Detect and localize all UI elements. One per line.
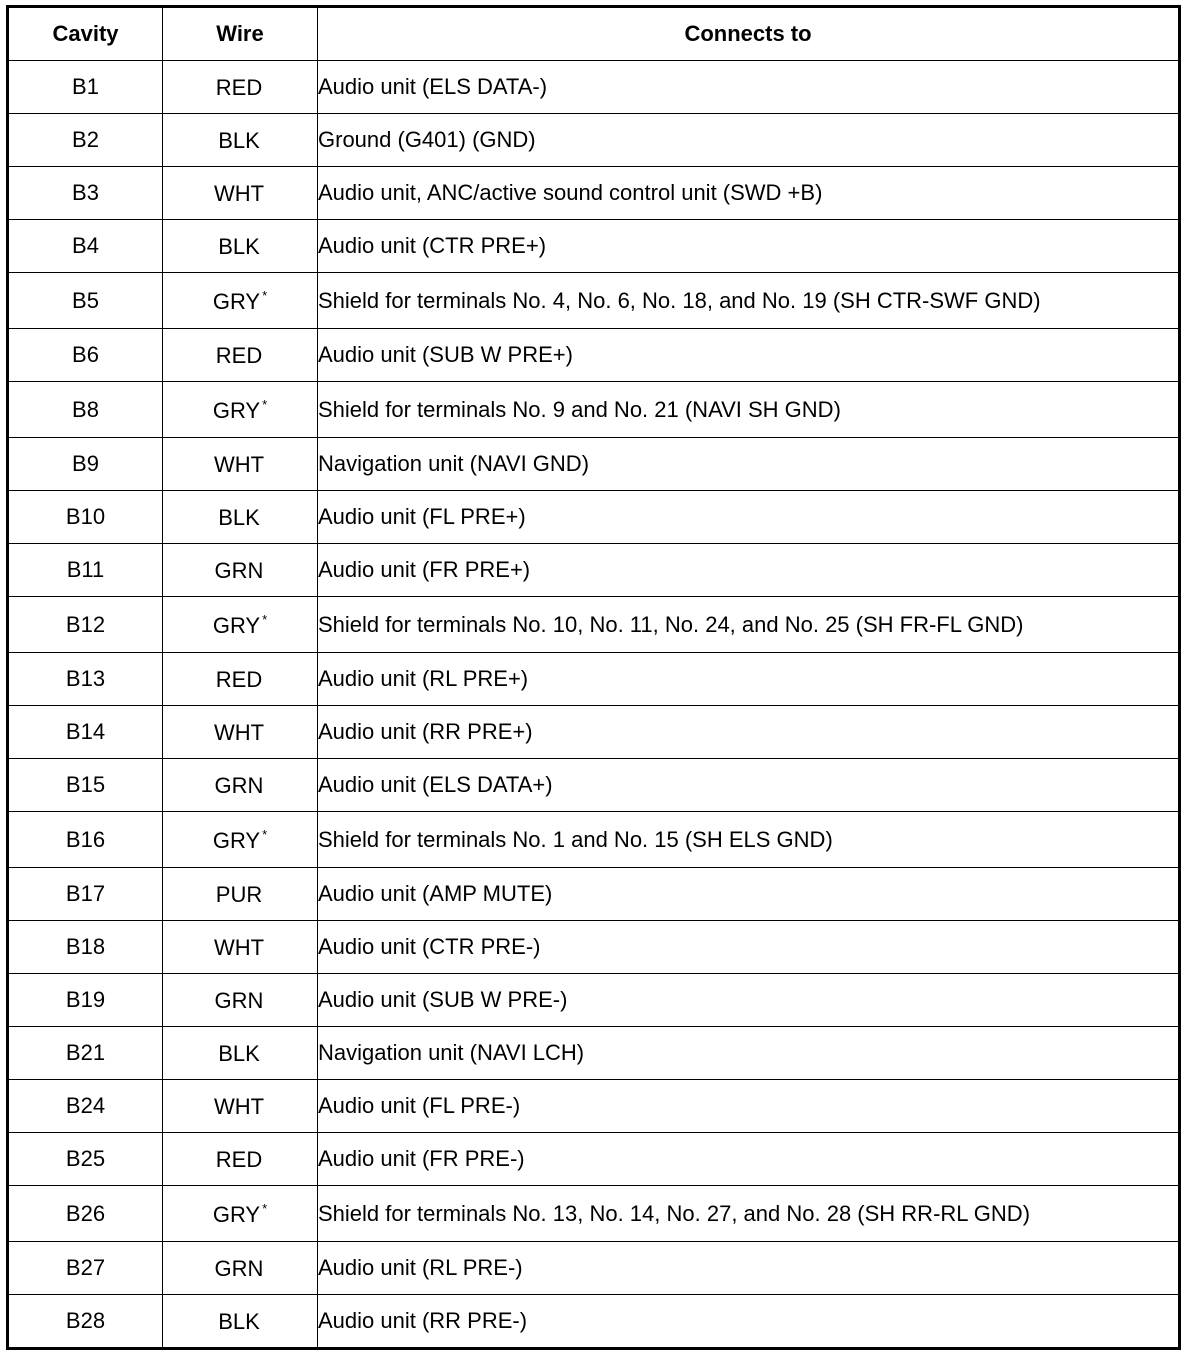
wire-color-code: RED	[215, 343, 263, 368]
cavity-cell: B26	[8, 1186, 163, 1242]
footnote-marker: *	[262, 396, 268, 412]
connects-to-cell: Audio unit (RR PRE-)	[318, 1295, 1180, 1349]
wire-cell	[163, 220, 318, 273]
wire-color-code: WHT	[213, 1094, 265, 1119]
wire-cell	[163, 921, 318, 974]
wire-color-code: GRY	[212, 288, 261, 314]
table-row	[8, 382, 1180, 438]
connects-to-cell: Audio unit (ELS DATA-)	[318, 61, 1180, 114]
connects-to-cell: Navigation unit (NAVI GND)	[318, 438, 1180, 491]
wire-color-code: BLK	[218, 128, 260, 153]
wire-color-code: GRN	[214, 558, 264, 583]
connects-to-cell: Audio unit (FR PRE+)	[318, 544, 1180, 597]
wire-color-code: WHT	[213, 720, 265, 745]
wire-cell	[163, 167, 318, 220]
wire-color-code: PUR	[215, 882, 263, 907]
wire-color-code: GRY	[212, 612, 261, 638]
wire-cell	[163, 597, 318, 653]
connects-to-cell: Audio unit (RL PRE+)	[318, 653, 1180, 706]
wire-color-code: WHT	[213, 181, 265, 206]
table-row	[8, 759, 1180, 812]
table-row	[8, 868, 1180, 921]
cavity-cell: B10	[8, 491, 163, 544]
connects-to-cell: Audio unit (CTR PRE-)	[318, 921, 1180, 974]
table-row	[8, 438, 1180, 491]
connects-to-cell: Audio unit (AMP MUTE)	[318, 868, 1180, 921]
table-row	[8, 1186, 1180, 1242]
table-row	[8, 329, 1180, 382]
table-row	[8, 812, 1180, 868]
wire-color-code: RED	[215, 75, 263, 100]
table-row	[8, 1295, 1180, 1349]
table-row	[8, 167, 1180, 220]
wire-cell	[163, 653, 318, 706]
wire-cell	[163, 382, 318, 438]
cavity-cell: B3	[8, 167, 163, 220]
cavity-cell: B4	[8, 220, 163, 273]
footnote-marker: *	[262, 1200, 268, 1216]
table-row	[8, 597, 1180, 653]
table-row	[8, 114, 1180, 167]
wire-cell	[163, 438, 318, 491]
wire-color-code: GRN	[214, 988, 264, 1013]
header-row	[8, 7, 1180, 61]
wire-color-code: RED	[215, 1147, 263, 1172]
connects-to-cell: Shield for terminals No. 4, No. 6, No. 18, and No. 19 (SH CTR-SWF GND)	[318, 273, 1180, 329]
cavity-cell: B13	[8, 653, 163, 706]
cavity-cell: B15	[8, 759, 163, 812]
table-row	[8, 273, 1180, 329]
wire-cell	[163, 1133, 318, 1186]
header-wire: Wire	[163, 7, 318, 61]
table-row	[8, 61, 1180, 114]
connector-pinout-table	[6, 5, 1181, 1350]
wire-color-code: GRY	[212, 397, 261, 423]
wire-color-code: BLK	[218, 1041, 260, 1066]
connects-to-cell: Shield for terminals No. 9 and No. 21 (NAVI SH GND)	[318, 382, 1180, 438]
wire-cell	[163, 273, 318, 329]
cavity-cell: B11	[8, 544, 163, 597]
footnote-marker: *	[262, 611, 268, 627]
connects-to-cell: Shield for terminals No. 10, No. 11, No. 24, and No. 25 (SH FR-FL GND)	[318, 597, 1180, 653]
cavity-cell: B21	[8, 1027, 163, 1080]
connects-to-cell: Audio unit (CTR PRE+)	[318, 220, 1180, 273]
wire-cell	[163, 1027, 318, 1080]
connects-to-cell: Audio unit (FL PRE+)	[318, 491, 1180, 544]
footnote-marker: *	[262, 287, 268, 303]
table-row	[8, 653, 1180, 706]
wire-cell	[163, 1295, 318, 1349]
wire-cell	[163, 491, 318, 544]
table-row	[8, 921, 1180, 974]
wire-cell	[163, 1080, 318, 1133]
table-row	[8, 974, 1180, 1027]
connects-to-cell: Audio unit (SUB W PRE-)	[318, 974, 1180, 1027]
cavity-cell: B19	[8, 974, 163, 1027]
wire-color-code: GRN	[214, 1256, 264, 1281]
table-row	[8, 220, 1180, 273]
table-body	[8, 61, 1180, 1349]
wire-cell	[163, 329, 318, 382]
connects-to-cell: Audio unit (FL PRE-)	[318, 1080, 1180, 1133]
wire-color-code: GRY	[212, 1201, 261, 1227]
table-row	[8, 1080, 1180, 1133]
wire-color-code: BLK	[218, 1309, 260, 1334]
connects-to-cell: Audio unit (RR PRE+)	[318, 706, 1180, 759]
wire-color-code: GRY	[212, 827, 261, 853]
wire-color-code: RED	[215, 667, 263, 692]
cavity-cell: B18	[8, 921, 163, 974]
table-row	[8, 1133, 1180, 1186]
table-row	[8, 491, 1180, 544]
connects-to-cell: Audio unit (FR PRE-)	[318, 1133, 1180, 1186]
connects-to-cell: Ground (G401) (GND)	[318, 114, 1180, 167]
wire-cell	[163, 1186, 318, 1242]
cavity-cell: B17	[8, 868, 163, 921]
connects-to-cell: Audio unit, ANC/active sound control unit (SWD +B)	[318, 167, 1180, 220]
connects-to-cell: Navigation unit (NAVI LCH)	[318, 1027, 1180, 1080]
cavity-cell: B5	[8, 273, 163, 329]
connects-to-cell: Audio unit (RL PRE-)	[318, 1242, 1180, 1295]
wire-color-code: BLK	[218, 234, 260, 259]
connects-to-cell: Shield for terminals No. 1 and No. 15 (SH ELS GND)	[318, 812, 1180, 868]
wire-color-code: BLK	[218, 505, 260, 530]
wire-cell	[163, 759, 318, 812]
cavity-cell: B24	[8, 1080, 163, 1133]
wire-cell	[163, 114, 318, 167]
cavity-cell: B8	[8, 382, 163, 438]
cavity-cell: B14	[8, 706, 163, 759]
cavity-cell: B2	[8, 114, 163, 167]
cavity-cell: B16	[8, 812, 163, 868]
wire-cell	[163, 812, 318, 868]
cavity-cell: B12	[8, 597, 163, 653]
wire-cell	[163, 974, 318, 1027]
header-cavity: Cavity	[8, 7, 163, 61]
wire-cell	[163, 544, 318, 597]
wire-cell	[163, 1242, 318, 1295]
header-connects-to: Connects to	[318, 7, 1180, 61]
table-row	[8, 1242, 1180, 1295]
cavity-cell: B9	[8, 438, 163, 491]
footnote-marker: *	[262, 826, 268, 842]
cavity-cell: B27	[8, 1242, 163, 1295]
connects-to-cell: Audio unit (SUB W PRE+)	[318, 329, 1180, 382]
wire-cell	[163, 868, 318, 921]
wire-color-code: GRN	[214, 773, 264, 798]
cavity-cell: B1	[8, 61, 163, 114]
cavity-cell: B25	[8, 1133, 163, 1186]
wire-cell	[163, 61, 318, 114]
connector-pinout-sheet	[6, 5, 1178, 1359]
table-row	[8, 1027, 1180, 1080]
table-row	[8, 706, 1180, 759]
wire-color-code: WHT	[213, 935, 265, 960]
wire-color-code: WHT	[213, 452, 265, 477]
connects-to-cell: Audio unit (ELS DATA+)	[318, 759, 1180, 812]
cavity-cell: B6	[8, 329, 163, 382]
table-row	[8, 544, 1180, 597]
connects-to-cell: Shield for terminals No. 13, No. 14, No. 27, and No. 28 (SH RR-RL GND)	[318, 1186, 1180, 1242]
wire-cell	[163, 706, 318, 759]
cavity-cell: B28	[8, 1295, 163, 1349]
